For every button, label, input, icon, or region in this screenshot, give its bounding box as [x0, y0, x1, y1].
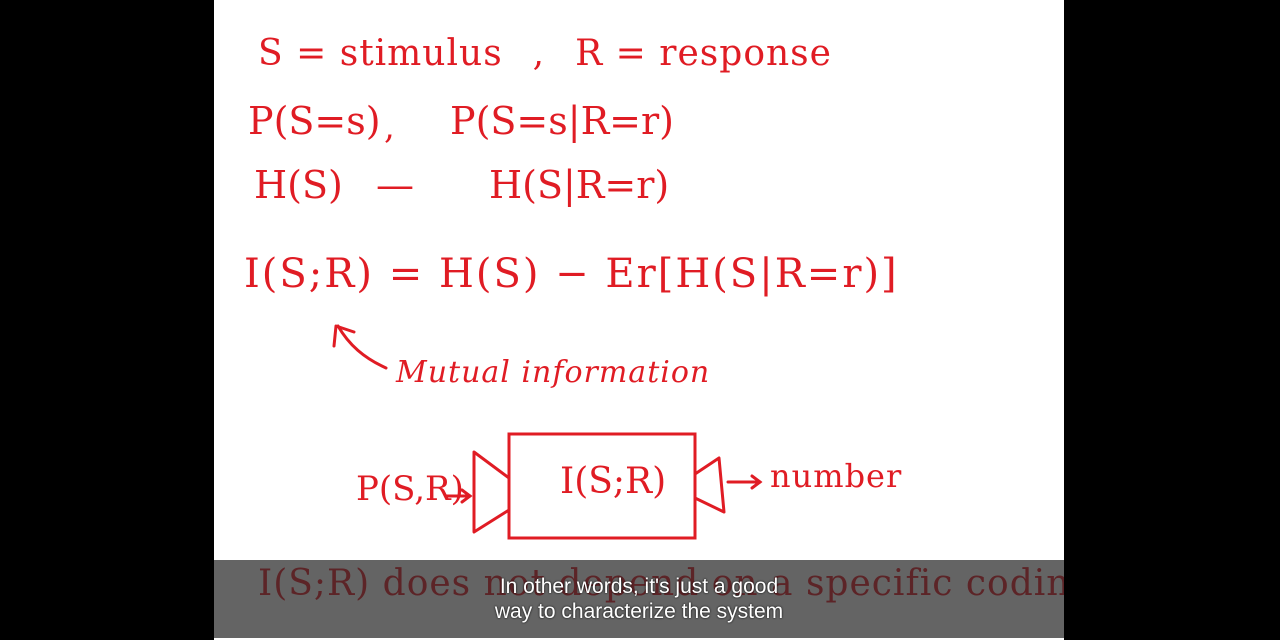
caption-overlay	[214, 560, 1064, 638]
annotation-arrow	[338, 326, 386, 368]
conditional-entropy: H(S|R=r)	[489, 163, 670, 207]
channel-box-label: I(S;R)	[560, 461, 667, 502]
conditional-probability: P(S=s|R=r)	[450, 99, 675, 143]
output-funnel	[695, 458, 724, 512]
stimulus-definition: S = stimulus	[258, 33, 503, 74]
marginal-entropy: H(S)	[254, 163, 343, 207]
joint-distribution-input: P(S,R)	[356, 469, 464, 509]
caption-line-2: way to characterize the system	[494, 600, 784, 623]
entropy-dash: —	[376, 163, 414, 207]
mutual-information-formula: I(S;R) = H(S) − Er[H(S|R=r)]	[244, 251, 899, 297]
response-definition: R = response	[575, 33, 832, 74]
caption-line-1: In other words, it's just a good	[499, 575, 779, 598]
output-number-label: number	[770, 457, 903, 495]
definitions-separator: ,	[532, 33, 546, 74]
input-funnel	[474, 452, 509, 532]
handwritten-drawings	[214, 0, 1064, 640]
prior-probability: P(S=s)	[248, 99, 381, 143]
mutual-information-label: Mutual information	[396, 355, 711, 390]
whiteboard-frame	[214, 0, 1064, 640]
probabilities-separator: ,	[384, 107, 395, 147]
